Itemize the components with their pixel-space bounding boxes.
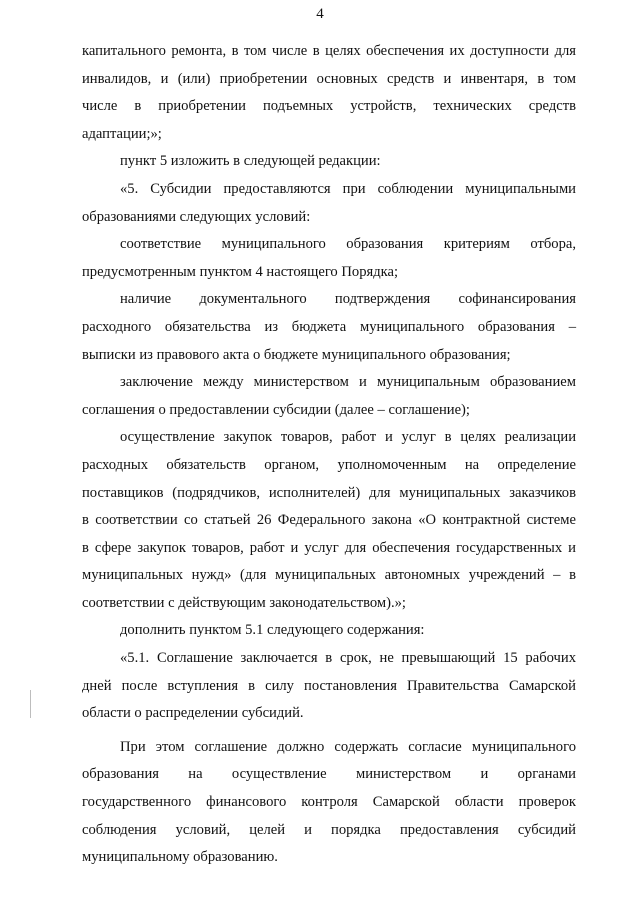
paragraph <box>82 645 576 728</box>
text-line: «5.1. Соглашение заключается в срок, не превышающий 15 рабочих <box>120 650 576 667</box>
scan-margin-mark <box>30 690 31 718</box>
text-line: осуществление закупок товаров, работ и услуг в целях реализации <box>120 429 576 446</box>
text-line: муниципальному образованию. <box>82 849 278 866</box>
text-line: соглашения о предоставлении субсидии (далее – соглашение); <box>82 401 470 418</box>
paragraph <box>82 148 576 176</box>
paragraph <box>82 369 576 424</box>
text-line: заключение между министерством и муниципальным образованием <box>120 374 576 391</box>
text-line: расходного обязательства из бюджета муниципального образования – <box>82 318 576 335</box>
text-line: выписки из правового акта о бюджете муниципального образования; <box>82 346 511 363</box>
text-line: образования на осуществление министерством и органами <box>82 766 576 783</box>
paragraph-continuation <box>82 38 576 148</box>
text-line: дополнить пунктом 5.1 следующего содержания: <box>120 622 425 639</box>
paragraph <box>82 424 576 617</box>
text-line: в соответствии со статьей 26 Федерального закона «О контрактной системе <box>82 512 576 529</box>
paragraph <box>82 176 576 231</box>
text-line: адаптации;»; <box>82 125 162 142</box>
text-line: муниципальных нужд» (для муниципальных автономных учреждений – в <box>82 567 576 584</box>
text-line: При этом соглашение должно содержать согласие муниципального <box>120 738 576 755</box>
text-line: числе в приобретении подъемных устройств, технических средств <box>82 98 576 115</box>
paragraph <box>82 617 576 645</box>
text-line: соответствие муниципального образования критериям отбора, <box>120 236 576 253</box>
text-line: поставщиков (подрядчиков, исполнителей) для муниципальных заказчиков <box>82 484 576 501</box>
text-line: дней после вступления в силу постановления Правительства Самарской <box>82 677 576 694</box>
text-line: «5. Субсидии предоставляются при соблюдении муниципальными <box>120 180 576 197</box>
text-line: соблюдения условий, целей и порядка предоставления субсидий <box>82 821 576 838</box>
text-line: предусмотренным пунктом 4 настоящего Порядка; <box>82 263 399 280</box>
text-line: образованиями следующих условий: <box>82 208 311 225</box>
paragraph <box>82 231 576 286</box>
page-number: 4 <box>316 6 324 22</box>
text-line: в сфере закупок товаров, работ и услуг для обеспечения государственных и <box>82 539 576 556</box>
text-line: области о распределении субсидий. <box>82 705 304 722</box>
text-line: наличие документального подтверждения софинансирования <box>120 291 576 308</box>
text-line: расходных обязательств органом, уполномоченным на определение <box>82 456 576 473</box>
text-line: пункт 5 изложить в следующей редакции: <box>120 153 381 170</box>
text-line: соответствии с действующим законодательством).»; <box>82 594 406 611</box>
paragraph <box>82 734 576 872</box>
text-line: капитального ремонта, в том числе в целях обеспечения их доступности для <box>82 43 576 59</box>
text-line: инвалидов, и (или) приобретении основных средств и инвентаря, в том <box>82 70 576 87</box>
text-line: государственного финансового контроля Самарской области проверок <box>82 794 576 811</box>
paragraph <box>82 286 576 369</box>
document-body <box>82 38 576 872</box>
